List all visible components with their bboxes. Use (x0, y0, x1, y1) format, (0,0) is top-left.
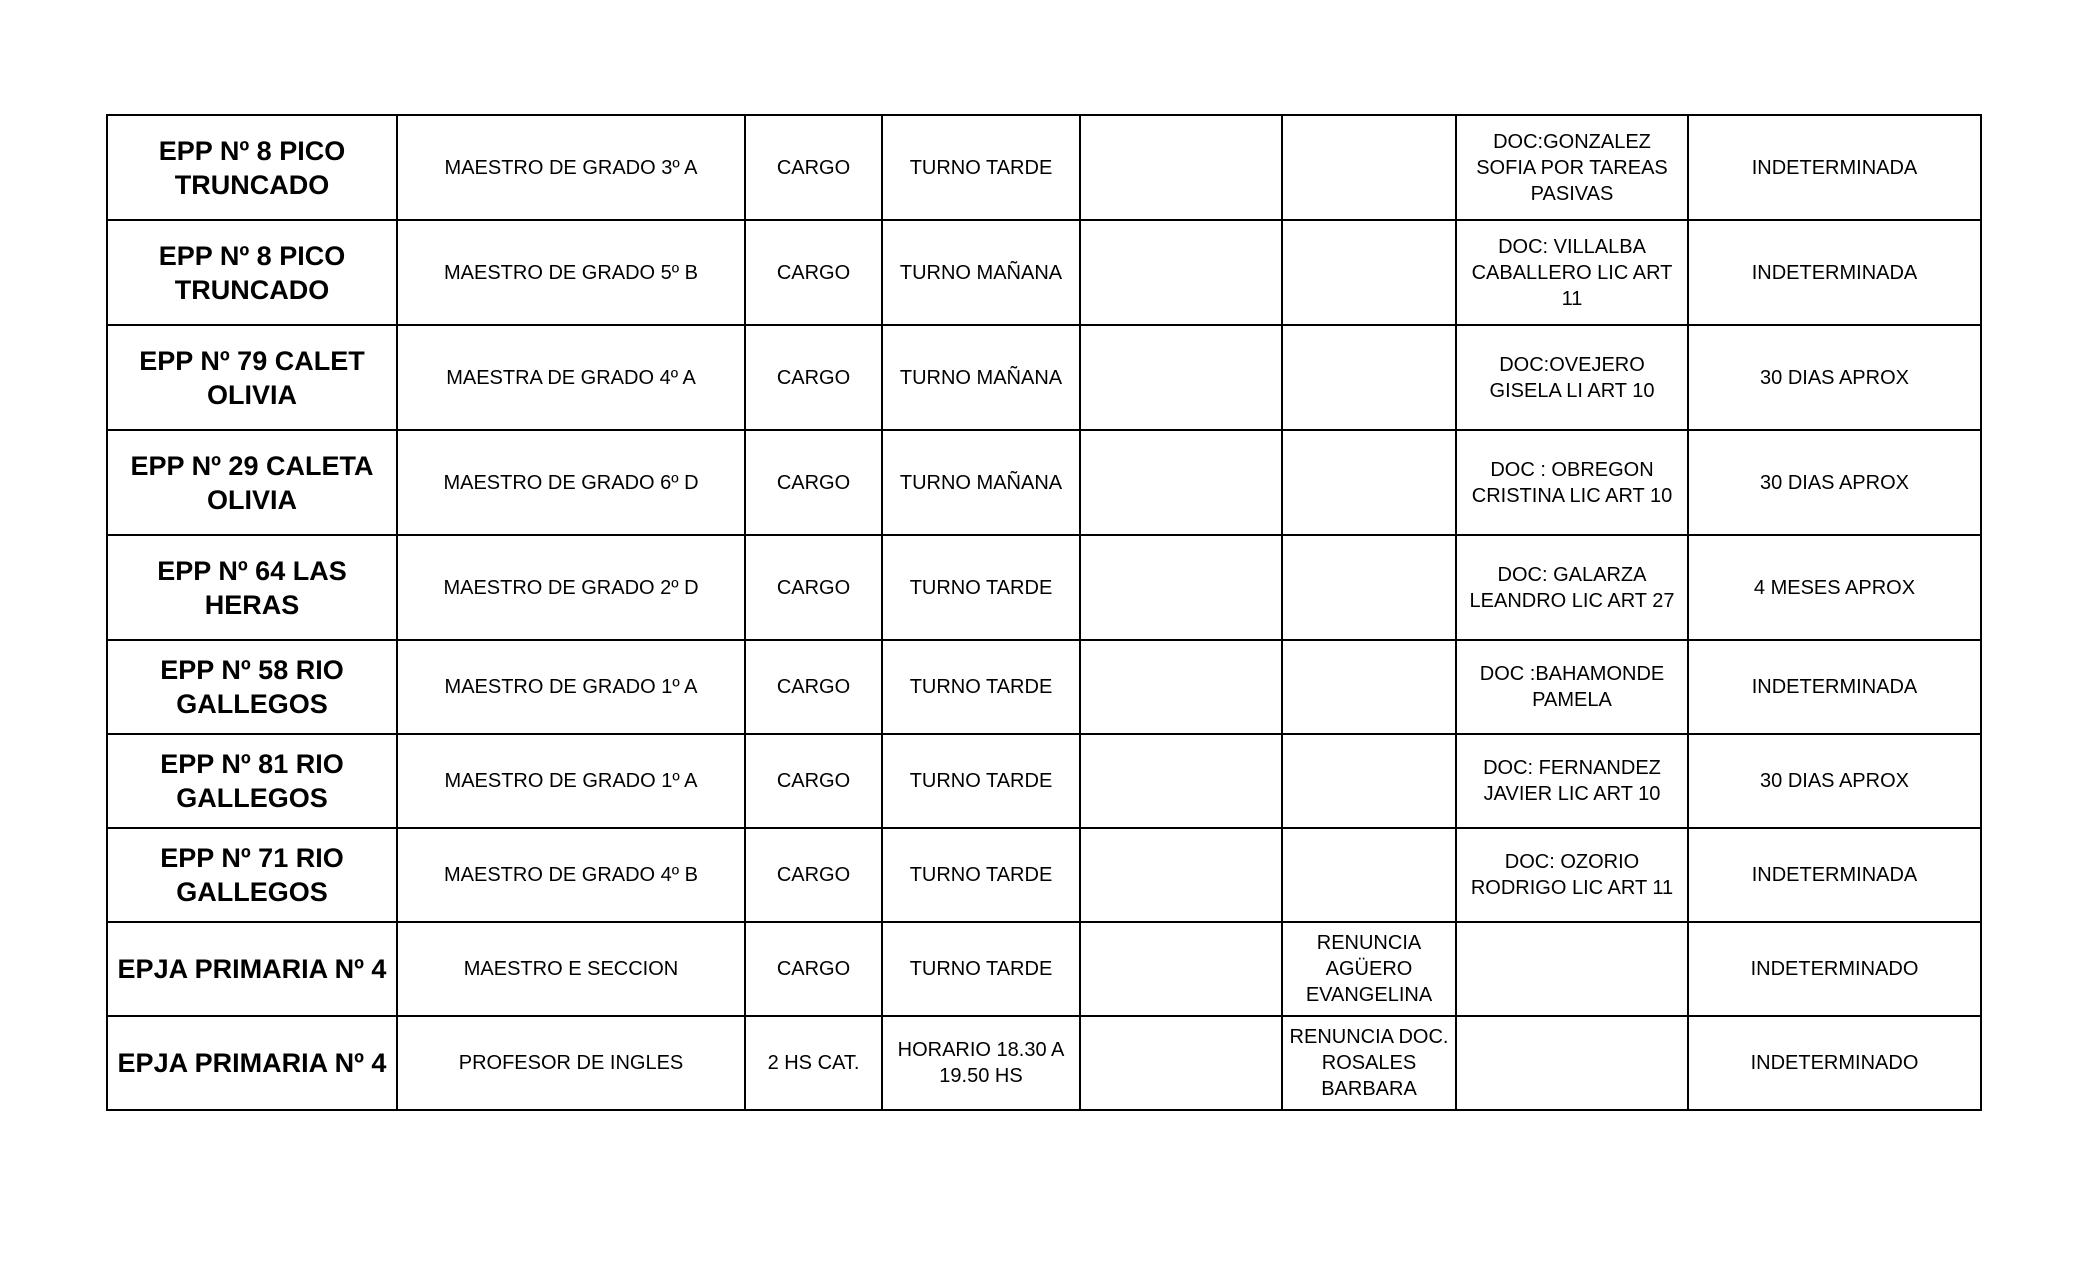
duration-cell: INDETERMINADA (1688, 220, 1981, 325)
empty-cell (1080, 922, 1282, 1016)
type-cell: CARGO (745, 430, 882, 535)
position-cell: MAESTRO DE GRADO 3º A (397, 115, 745, 220)
type-cell: CARGO (745, 828, 882, 922)
table-row (107, 535, 1981, 640)
shift-cell: TURNO MAÑANA (882, 325, 1080, 430)
shift-cell: TURNO TARDE (882, 734, 1080, 828)
shift-cell: TURNO TARDE (882, 535, 1080, 640)
table-row (107, 640, 1981, 734)
empty-cell (1080, 115, 1282, 220)
substitute-cell: DOC: OZORIO RODRIGO LIC ART 11 (1456, 828, 1688, 922)
shift-cell: TURNO MAÑANA (882, 430, 1080, 535)
position-cell: MAESTRO DE GRADO 1º A (397, 640, 745, 734)
school-cell: EPP Nº 58 RIO GALLEGOS (107, 640, 397, 734)
reason-cell: RENUNCIA DOC. ROSALES BARBARA (1282, 1016, 1456, 1110)
table-row (107, 220, 1981, 325)
empty-cell (1080, 640, 1282, 734)
table-row (107, 922, 1981, 1016)
substitute-cell (1456, 1016, 1688, 1110)
substitute-cell: DOC : OBREGON CRISTINA LIC ART 10 (1456, 430, 1688, 535)
shift-cell: TURNO MAÑANA (882, 220, 1080, 325)
school-cell: EPP Nº 71 RIO GALLEGOS (107, 828, 397, 922)
duration-cell: INDETERMINADO (1688, 922, 1981, 1016)
duration-cell: 30 DIAS APROX (1688, 430, 1981, 535)
substitute-cell: DOC: GALARZA LEANDRO LIC ART 27 (1456, 535, 1688, 640)
school-cell: EPP Nº 81 RIO GALLEGOS (107, 734, 397, 828)
type-cell: CARGO (745, 325, 882, 430)
substitute-cell (1456, 922, 1688, 1016)
position-cell: MAESTRO DE GRADO 4º B (397, 828, 745, 922)
reason-cell (1282, 828, 1456, 922)
shift-cell: TURNO TARDE (882, 640, 1080, 734)
type-cell: CARGO (745, 922, 882, 1016)
empty-cell (1080, 828, 1282, 922)
school-cell: EPP Nº 79 CALET OLIVIA (107, 325, 397, 430)
substitute-cell: DOC: FERNANDEZ JAVIER LIC ART 10 (1456, 734, 1688, 828)
position-cell: MAESTRO DE GRADO 2º D (397, 535, 745, 640)
reason-cell (1282, 535, 1456, 640)
empty-cell (1080, 734, 1282, 828)
duration-cell: INDETERMINADA (1688, 828, 1981, 922)
position-cell: MAESTRO DE GRADO 1º A (397, 734, 745, 828)
vacancies-table (106, 114, 1982, 1111)
reason-cell (1282, 430, 1456, 535)
empty-cell (1080, 325, 1282, 430)
position-cell: PROFESOR DE INGLES (397, 1016, 745, 1110)
table-row (107, 325, 1981, 430)
substitute-cell: DOC:OVEJERO GISELA LI ART 10 (1456, 325, 1688, 430)
table-row (107, 734, 1981, 828)
type-cell: CARGO (745, 640, 882, 734)
empty-cell (1080, 1016, 1282, 1110)
shift-cell: TURNO TARDE (882, 922, 1080, 1016)
reason-cell (1282, 640, 1456, 734)
school-cell: EPP Nº 8 PICO TRUNCADO (107, 220, 397, 325)
table-row (107, 828, 1981, 922)
position-cell: MAESTRA DE GRADO 4º A (397, 325, 745, 430)
duration-cell: 30 DIAS APROX (1688, 325, 1981, 430)
table-row (107, 115, 1981, 220)
type-cell: CARGO (745, 734, 882, 828)
substitute-cell: DOC:GONZALEZ SOFIA POR TAREAS PASIVAS (1456, 115, 1688, 220)
school-cell: EPJA PRIMARIA Nº 4 (107, 922, 397, 1016)
position-cell: MAESTRO DE GRADO 6º D (397, 430, 745, 535)
reason-cell (1282, 220, 1456, 325)
shift-cell: HORARIO 18.30 A 19.50 HS (882, 1016, 1080, 1110)
empty-cell (1080, 220, 1282, 325)
empty-cell (1080, 430, 1282, 535)
position-cell: MAESTRO DE GRADO 5º B (397, 220, 745, 325)
position-cell: MAESTRO E SECCION (397, 922, 745, 1016)
shift-cell: TURNO TARDE (882, 115, 1080, 220)
empty-cell (1080, 535, 1282, 640)
duration-cell: 4 MESES APROX (1688, 535, 1981, 640)
duration-cell: 30 DIAS APROX (1688, 734, 1981, 828)
table-body (107, 115, 1981, 1110)
type-cell: 2 HS CAT. (745, 1016, 882, 1110)
shift-cell: TURNO TARDE (882, 828, 1080, 922)
substitute-cell: DOC: VILLALBA CABALLERO LIC ART 11 (1456, 220, 1688, 325)
reason-cell: RENUNCIA AGÜERO EVANGELINA (1282, 922, 1456, 1016)
reason-cell (1282, 115, 1456, 220)
school-cell: EPJA PRIMARIA Nº 4 (107, 1016, 397, 1110)
duration-cell: INDETERMINADO (1688, 1016, 1981, 1110)
reason-cell (1282, 325, 1456, 430)
type-cell: CARGO (745, 535, 882, 640)
school-cell: EPP Nº 64 LAS HERAS (107, 535, 397, 640)
duration-cell: INDETERMINADA (1688, 640, 1981, 734)
duration-cell: INDETERMINADA (1688, 115, 1981, 220)
type-cell: CARGO (745, 220, 882, 325)
type-cell: CARGO (745, 115, 882, 220)
table-row (107, 430, 1981, 535)
reason-cell (1282, 734, 1456, 828)
school-cell: EPP Nº 29 CALETA OLIVIA (107, 430, 397, 535)
substitute-cell: DOC :BAHAMONDE PAMELA (1456, 640, 1688, 734)
school-cell: EPP Nº 8 PICO TRUNCADO (107, 115, 397, 220)
table-row (107, 1016, 1981, 1110)
